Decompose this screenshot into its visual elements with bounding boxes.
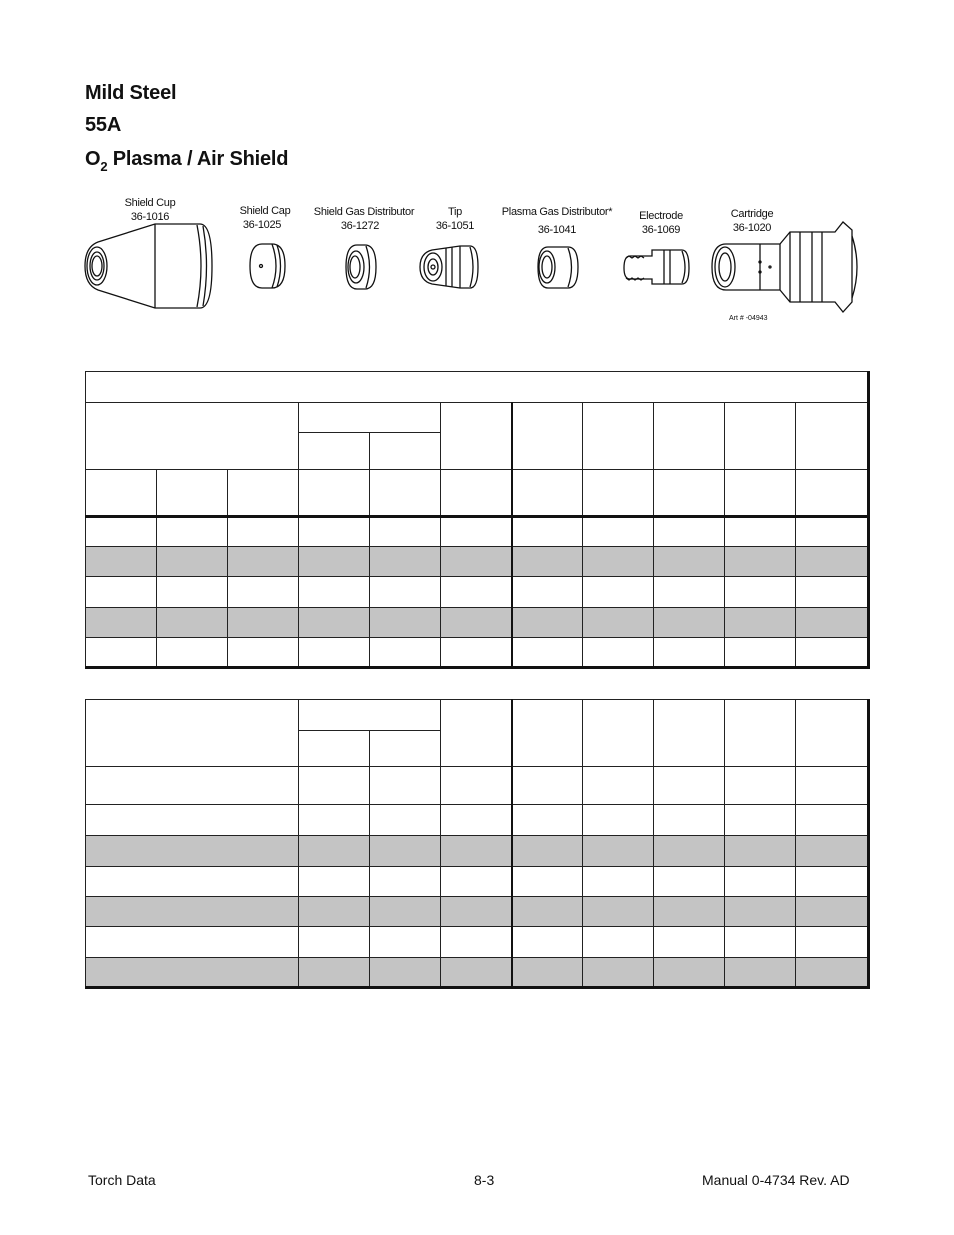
art-number: Art # -04943 [729, 315, 768, 322]
tip-drawing [420, 246, 478, 288]
page-title-amperage: 55A [85, 114, 122, 136]
table-row [86, 867, 869, 897]
cut-chart-table [85, 371, 870, 669]
table-row [86, 577, 869, 608]
shield-cap-drawing [250, 244, 285, 288]
page-title-material: Mild Steel [85, 82, 177, 104]
part-label-cartridge: Cartridge 36-1020 [730, 208, 774, 234]
gas-subscript: 2 [100, 159, 108, 174]
table-header-row [86, 700, 869, 731]
table-row [86, 836, 869, 867]
table-row [86, 958, 869, 988]
part-label-tip: Tip 36-1051 [435, 206, 475, 232]
table-row [86, 927, 869, 958]
part-label-shield-cup: Shield Cup 36-1016 [124, 197, 176, 223]
shield-gas-distributor-drawing [346, 245, 376, 289]
part-label-shield-gas-distributor: Shield Gas Distributor 36-1272 [313, 206, 415, 232]
electrode-drawing [624, 250, 689, 284]
part-label-electrode: Electrode 36-1069 [639, 210, 683, 236]
cartridge-drawing [712, 222, 857, 312]
table-row [86, 897, 869, 927]
gas-symbol: O [85, 148, 101, 170]
plasma-gas-distributor-drawing [538, 247, 578, 288]
consumable-parts-illustration [0, 0, 954, 340]
footer-page-number: 8-3 [474, 1172, 495, 1188]
footer-section-name: Torch Data [88, 1172, 156, 1188]
table-header-row [86, 767, 869, 805]
gas-description: Plasma / Air Shield [107, 148, 289, 170]
table-header-row [86, 470, 869, 517]
part-label-plasma-gas-distributor: Plasma Gas Distributor* 36-1041 [501, 206, 613, 236]
table-row [86, 638, 869, 668]
table-row [86, 517, 869, 547]
table-row [86, 547, 869, 577]
table-title-row [86, 372, 869, 403]
table-row [86, 608, 869, 638]
cut-chart-table-secondary [85, 699, 870, 989]
shield-cup-drawing [85, 224, 212, 308]
footer-manual-number: Manual 0-4734 Rev. AD [702, 1172, 850, 1188]
table-header-row [86, 403, 869, 433]
table-row [86, 805, 869, 836]
part-label-shield-cap: Shield Cap 36-1025 [239, 205, 291, 231]
